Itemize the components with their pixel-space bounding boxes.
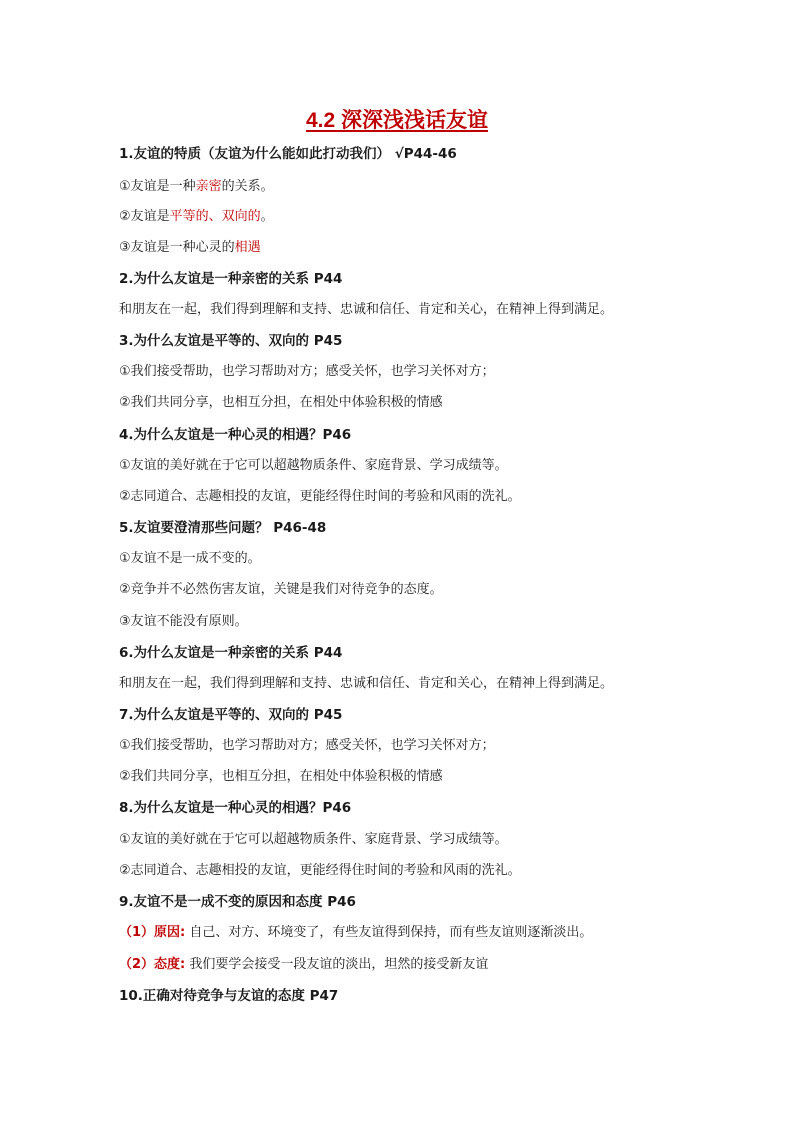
line-text: 7.为什么友谊是平等的、双向的 P45 xyxy=(119,707,343,723)
line-text: 。 xyxy=(260,209,274,224)
body-line xyxy=(119,208,274,226)
section-heading xyxy=(119,799,351,817)
body-line xyxy=(119,488,521,506)
section-heading xyxy=(119,519,326,537)
line-text: ③友谊不能没有原则。 xyxy=(119,614,248,629)
line-text: ①友谊是一种 xyxy=(119,179,196,194)
section-heading xyxy=(119,987,338,1005)
line-text: 3.为什么友谊是平等的、双向的 P45 xyxy=(119,333,343,349)
line-text: 6.为什么友谊是一种亲密的关系 P44 xyxy=(119,645,343,661)
highlight-text: 平等的、双向的 xyxy=(169,209,261,224)
line-text: 9.友谊不是一成不变的原因和态度 P46 xyxy=(119,894,356,910)
highlight-text: 亲密 xyxy=(195,179,222,194)
line-text: ②友谊是 xyxy=(119,209,170,224)
section-heading xyxy=(119,706,342,724)
line-text: 和朋友在一起，我们得到理解和支持、忠诚和信任、肯定和关心，在精神上得到满足。 xyxy=(119,676,614,691)
section-heading xyxy=(119,270,342,288)
line-text: ②竞争并不必然伤害友谊，关键是我们对待竞争的态度。 xyxy=(119,582,443,597)
body-line xyxy=(119,737,495,755)
body-line xyxy=(119,301,613,319)
highlight-text: （2）态度: xyxy=(119,957,186,972)
line-text: ②志同道合、志趣相投的友谊，更能经得住时间的考验和风雨的洗礼。 xyxy=(119,863,521,878)
body-line xyxy=(119,550,261,568)
line-text: 的关系。 xyxy=(221,179,274,194)
highlight-text: （1）原因: xyxy=(119,925,186,940)
line-text: 和朋友在一起，我们得到理解和支持、忠诚和信任、肯定和关心，在精神上得到满足。 xyxy=(119,302,614,317)
body-line xyxy=(119,675,613,693)
section-heading xyxy=(119,332,342,350)
page-title xyxy=(0,104,794,134)
body-line xyxy=(119,862,521,880)
body-line xyxy=(119,956,488,974)
body-line xyxy=(119,831,508,849)
line-text: ②志同道合、志趣相投的友谊，更能经得住时间的考验和风雨的洗礼。 xyxy=(119,489,521,504)
line-text: ①我们接受帮助，也学习帮助对方；感受关怀，也学习关怀对方； xyxy=(119,738,495,753)
body-line xyxy=(119,178,274,196)
body-line xyxy=(119,924,592,942)
body-line xyxy=(119,363,495,381)
section-heading xyxy=(119,145,457,163)
line-text: 我们要学会接受一段友谊的淡出，坦然的接受新友谊 xyxy=(185,957,489,972)
section-heading xyxy=(119,644,342,662)
line-text: ②我们共同分享，也相互分担，在相处中体验积极的情感 xyxy=(119,395,443,410)
line-text: 10.正确对待竞争与友谊的态度 P47 xyxy=(119,988,339,1004)
highlight-text: 相遇 xyxy=(234,240,261,255)
line-text: 2.为什么友谊是一种亲密的关系 P44 xyxy=(119,271,343,287)
body-line xyxy=(119,613,248,631)
page-title-text: 4.2 深深浅浅话友谊 xyxy=(305,109,489,132)
section-heading xyxy=(119,426,351,444)
body-line xyxy=(119,239,261,257)
line-text: ①我们接受帮助，也学习帮助对方；感受关怀，也学习关怀对方； xyxy=(119,364,495,379)
line-text: ①友谊的美好就在于它可以超越物质条件、家庭背景、学习成绩等。 xyxy=(119,458,508,473)
line-text: 4.为什么友谊是一种心灵的相遇？P46 xyxy=(119,427,352,443)
line-text: ①友谊的美好就在于它可以超越物质条件、家庭背景、学习成绩等。 xyxy=(119,832,508,847)
body-line xyxy=(119,768,443,786)
line-text: 5.友谊要澄清那些问题？ P46-48 xyxy=(119,520,327,536)
body-line xyxy=(119,457,508,475)
section-heading xyxy=(119,893,356,911)
line-text: ①友谊不是一成不变的。 xyxy=(119,551,261,566)
line-text: ③友谊是一种心灵的 xyxy=(119,240,235,255)
body-line xyxy=(119,394,443,412)
body-line xyxy=(119,581,443,599)
line-text: ②我们共同分享，也相互分担，在相处中体验积极的情感 xyxy=(119,769,443,784)
line-text: 1.友谊的特质（友谊为什么能如此打动我们） √P44-46 xyxy=(119,146,457,162)
line-text: 自己、对方、环境变了，有些友谊得到保持，而有些友谊则逐渐淡出。 xyxy=(185,925,593,940)
line-text: 8.为什么友谊是一种心灵的相遇？P46 xyxy=(119,800,352,816)
